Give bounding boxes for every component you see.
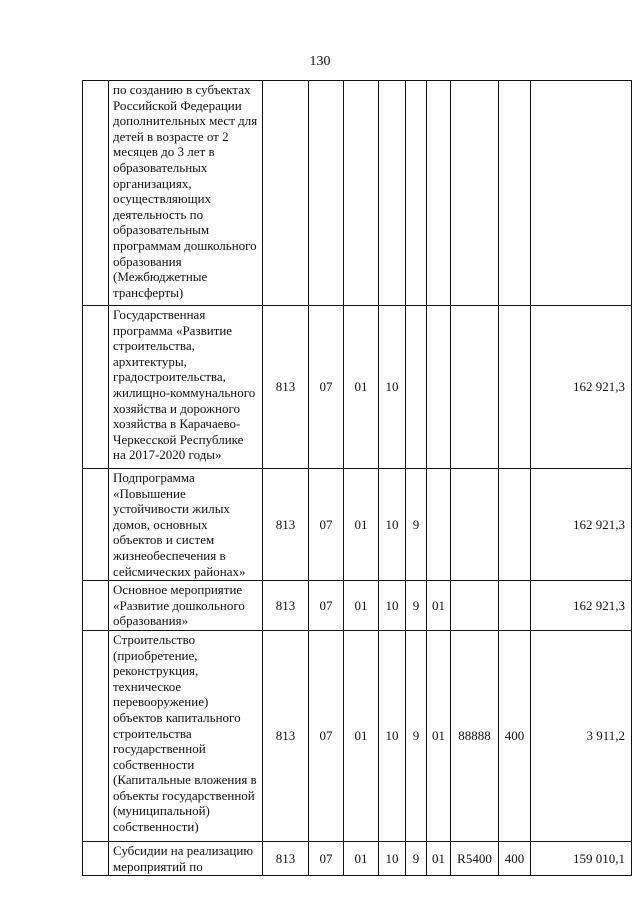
ved-code-cell: 813 bbox=[263, 306, 309, 469]
podrazdel-cell: 01 bbox=[344, 841, 379, 875]
razdel-cell: 07 bbox=[309, 306, 344, 469]
subprogram-cell: 9 bbox=[406, 469, 427, 581]
amount-cell bbox=[531, 81, 632, 306]
description-cell: Подпрограмма «Повышение устойчивости жилых домов, основных объектов и систем жизнеобеспечения в сейсмических районах» bbox=[109, 469, 263, 581]
ved-code-cell: 813 bbox=[263, 630, 309, 841]
expense-type-cell bbox=[499, 306, 531, 469]
razdel-cell: 07 bbox=[309, 630, 344, 841]
program-cell: 10 bbox=[379, 841, 406, 875]
direction-cell: R5400 bbox=[451, 841, 499, 875]
amount-cell: 162 921,3 bbox=[531, 581, 632, 631]
podrazdel-cell bbox=[344, 81, 379, 306]
measure-cell bbox=[427, 81, 451, 306]
razdel-cell: 07 bbox=[309, 469, 344, 581]
description-cell: Субсидии на реализацию мероприятий по bbox=[109, 841, 263, 875]
subprogram-cell: 9 bbox=[406, 630, 427, 841]
description-cell: по созданию в субъектах Российской Федерации дополнительных мест для детей в возрасте от 2 месяцев до 3 лет в образовательных организациях, осуществляющих деятельность по образовательным программам дошкольного образования (Межбюджетные трансферты) bbox=[109, 81, 263, 306]
direction-cell bbox=[451, 469, 499, 581]
ved-code-cell: 813 bbox=[263, 841, 309, 875]
podrazdel-cell: 01 bbox=[344, 306, 379, 469]
expense-type-cell: 400 bbox=[499, 630, 531, 841]
index-cell bbox=[83, 469, 109, 581]
table-row bbox=[83, 581, 632, 631]
measure-cell: 01 bbox=[427, 630, 451, 841]
index-cell bbox=[83, 581, 109, 631]
description-cell: Государственная программа «Развитие строительства, архитектуры, градостроительства, жилищно-коммунального хозяйства и дорожного хозяйства в Карачаево-Черкесской Республике на 2017-2020 годы» bbox=[109, 306, 263, 469]
subprogram-cell bbox=[406, 306, 427, 469]
measure-cell bbox=[427, 306, 451, 469]
subprogram-cell bbox=[406, 81, 427, 306]
amount-cell: 3 911,2 bbox=[531, 630, 632, 841]
index-cell bbox=[83, 630, 109, 841]
description-cell: Основное мероприятие «Развитие дошкольного образования» bbox=[109, 581, 263, 631]
index-cell bbox=[83, 81, 109, 306]
expense-type-cell: 400 bbox=[499, 841, 531, 875]
program-cell: 10 bbox=[379, 581, 406, 631]
table-row bbox=[83, 469, 632, 581]
index-cell bbox=[83, 306, 109, 469]
razdel-cell: 07 bbox=[309, 841, 344, 875]
razdel-cell bbox=[309, 81, 344, 306]
amount-cell: 162 921,3 bbox=[531, 469, 632, 581]
program-cell: 10 bbox=[379, 306, 406, 469]
table-row bbox=[83, 306, 632, 469]
subprogram-cell: 9 bbox=[406, 581, 427, 631]
table-row bbox=[83, 841, 632, 875]
podrazdel-cell: 01 bbox=[344, 581, 379, 631]
program-cell: 10 bbox=[379, 469, 406, 581]
ved-code-cell: 813 bbox=[263, 581, 309, 631]
direction-cell bbox=[451, 581, 499, 631]
direction-cell bbox=[451, 306, 499, 469]
expense-type-cell bbox=[499, 469, 531, 581]
podrazdel-cell: 01 bbox=[344, 469, 379, 581]
measure-cell: 01 bbox=[427, 841, 451, 875]
podrazdel-cell: 01 bbox=[344, 630, 379, 841]
table-row bbox=[83, 81, 632, 306]
direction-cell: 88888 bbox=[451, 630, 499, 841]
expense-type-cell bbox=[499, 581, 531, 631]
measure-cell: 01 bbox=[427, 581, 451, 631]
page-number: 130 bbox=[309, 54, 331, 69]
table-row bbox=[83, 630, 632, 841]
subprogram-cell: 9 bbox=[406, 841, 427, 875]
direction-cell bbox=[451, 81, 499, 306]
expense-type-cell bbox=[499, 81, 531, 306]
index-cell bbox=[83, 841, 109, 875]
description-cell: Строительство (приобретение, реконструкция, техническое перевооружение) объектов капитального строительства государственной собственности (Капитальные вложения в объекты государственной (муниципальной) собственности) bbox=[109, 630, 263, 841]
program-cell: 10 bbox=[379, 630, 406, 841]
budget-table bbox=[82, 80, 632, 876]
program-cell bbox=[379, 81, 406, 306]
amount-cell: 159 010,1 bbox=[531, 841, 632, 875]
measure-cell bbox=[427, 469, 451, 581]
amount-cell: 162 921,3 bbox=[531, 306, 632, 469]
ved-code-cell: 813 bbox=[263, 469, 309, 581]
razdel-cell: 07 bbox=[309, 581, 344, 631]
ved-code-cell bbox=[263, 81, 309, 306]
